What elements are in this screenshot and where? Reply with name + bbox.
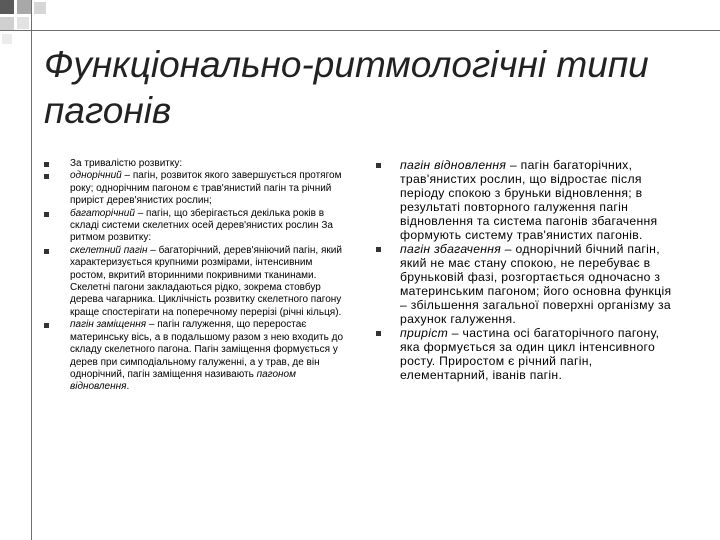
- bullet-icon: [44, 162, 49, 167]
- item-text: – багаторічний, дерев'яніючий пагін, який характеризується крупними розмірами, інтенсивним ростом, вкритий вторинними покривними тканинами. Скелетні пагони закладаються рідко, зокрема стовбур дерева чагарника. Циклічність розвитку скелетного пагону краще спостерігати на поперечному перерізі (річні кільця).: [70, 244, 342, 318]
- item-text: – пагін галуження, що переростає материнську вісь, а в подальшому разом з нею входить до складу скелетного пагона. Пагін заміщення формується у дерев при симподіальному галуженні, а у трав, де він однорічний, пагін заміщення називають: [70, 319, 344, 380]
- bullet-icon: [44, 212, 49, 217]
- item-text: – однорічний бічний пагін, який не має стану спокою, не перебуває в бруньковій фазі, розгортається одночасно з материнським пагоном; його основна функція – збільшення загальної поверхні організму за рахунок галуження.: [400, 242, 672, 326]
- bullet-icon: [44, 249, 49, 254]
- item-text: За тривалістю розвитку:: [70, 158, 183, 169]
- decor-square: [0, 0, 14, 14]
- item-term: пагін відновлення: [400, 158, 507, 172]
- bullet-icon: [44, 174, 49, 179]
- item-term: скелетний пагін: [70, 244, 148, 256]
- bullet-icon: [44, 323, 49, 328]
- list-item: [44, 319, 344, 393]
- item-term: однорічний: [70, 170, 122, 182]
- item-term-inline: пагоном відновлення: [70, 368, 296, 393]
- list-item: [376, 242, 676, 326]
- left-bullet-list: [44, 158, 344, 394]
- bullet-icon: [376, 331, 381, 336]
- item-tail: .: [126, 381, 130, 393]
- decor-square: [2, 34, 12, 44]
- item-term: багаторічний: [70, 207, 135, 219]
- decor-square: [34, 2, 46, 14]
- decor-vertical-line: [31, 0, 32, 540]
- item-text: – пагін, розвиток якого завершується протягом року; однорічним пагоном є трав'янистий пагін та річний приріст дерев'янистих рослин;: [70, 170, 342, 207]
- slide-title: Функціонально-ритмологічні типи пагонів: [44, 44, 649, 131]
- item-term: пагін заміщення: [70, 319, 147, 331]
- list-item: [44, 158, 344, 170]
- bullet-icon: [376, 163, 381, 168]
- list-item: [44, 170, 344, 207]
- decor-square: [17, 17, 29, 29]
- item-text: – пагін багаторічних, трав'янистих рослин, що відростає після періоду спокою з бруньки відновлення; в результаті повторного галуження пагін відновлення та система пагонів збагачення формують систему трав'янистих пагонів.: [400, 158, 658, 242]
- list-item: [376, 326, 676, 382]
- item-text: – частина осі багаторічного пагону, яка формується за один цикл інтенсивного росту. Приростом є річний пагін, елементарний, іванів пагін.: [400, 326, 660, 382]
- bullet-icon: [376, 247, 381, 252]
- decor-horizontal-line: [0, 30, 720, 31]
- item-term: приріст: [400, 326, 449, 340]
- list-item: [376, 158, 676, 242]
- list-item: [44, 245, 344, 319]
- right-bullet-list: [376, 158, 676, 382]
- item-text: – пагін, що зберігається декілька років в складі системи скелетних осей дерев'янистих рослин За ритмом розвитку:: [70, 207, 333, 244]
- list-item: [44, 208, 344, 245]
- item-term: пагін збагачення: [400, 242, 502, 256]
- decor-square: [0, 17, 14, 31]
- decor-square: [17, 0, 31, 14]
